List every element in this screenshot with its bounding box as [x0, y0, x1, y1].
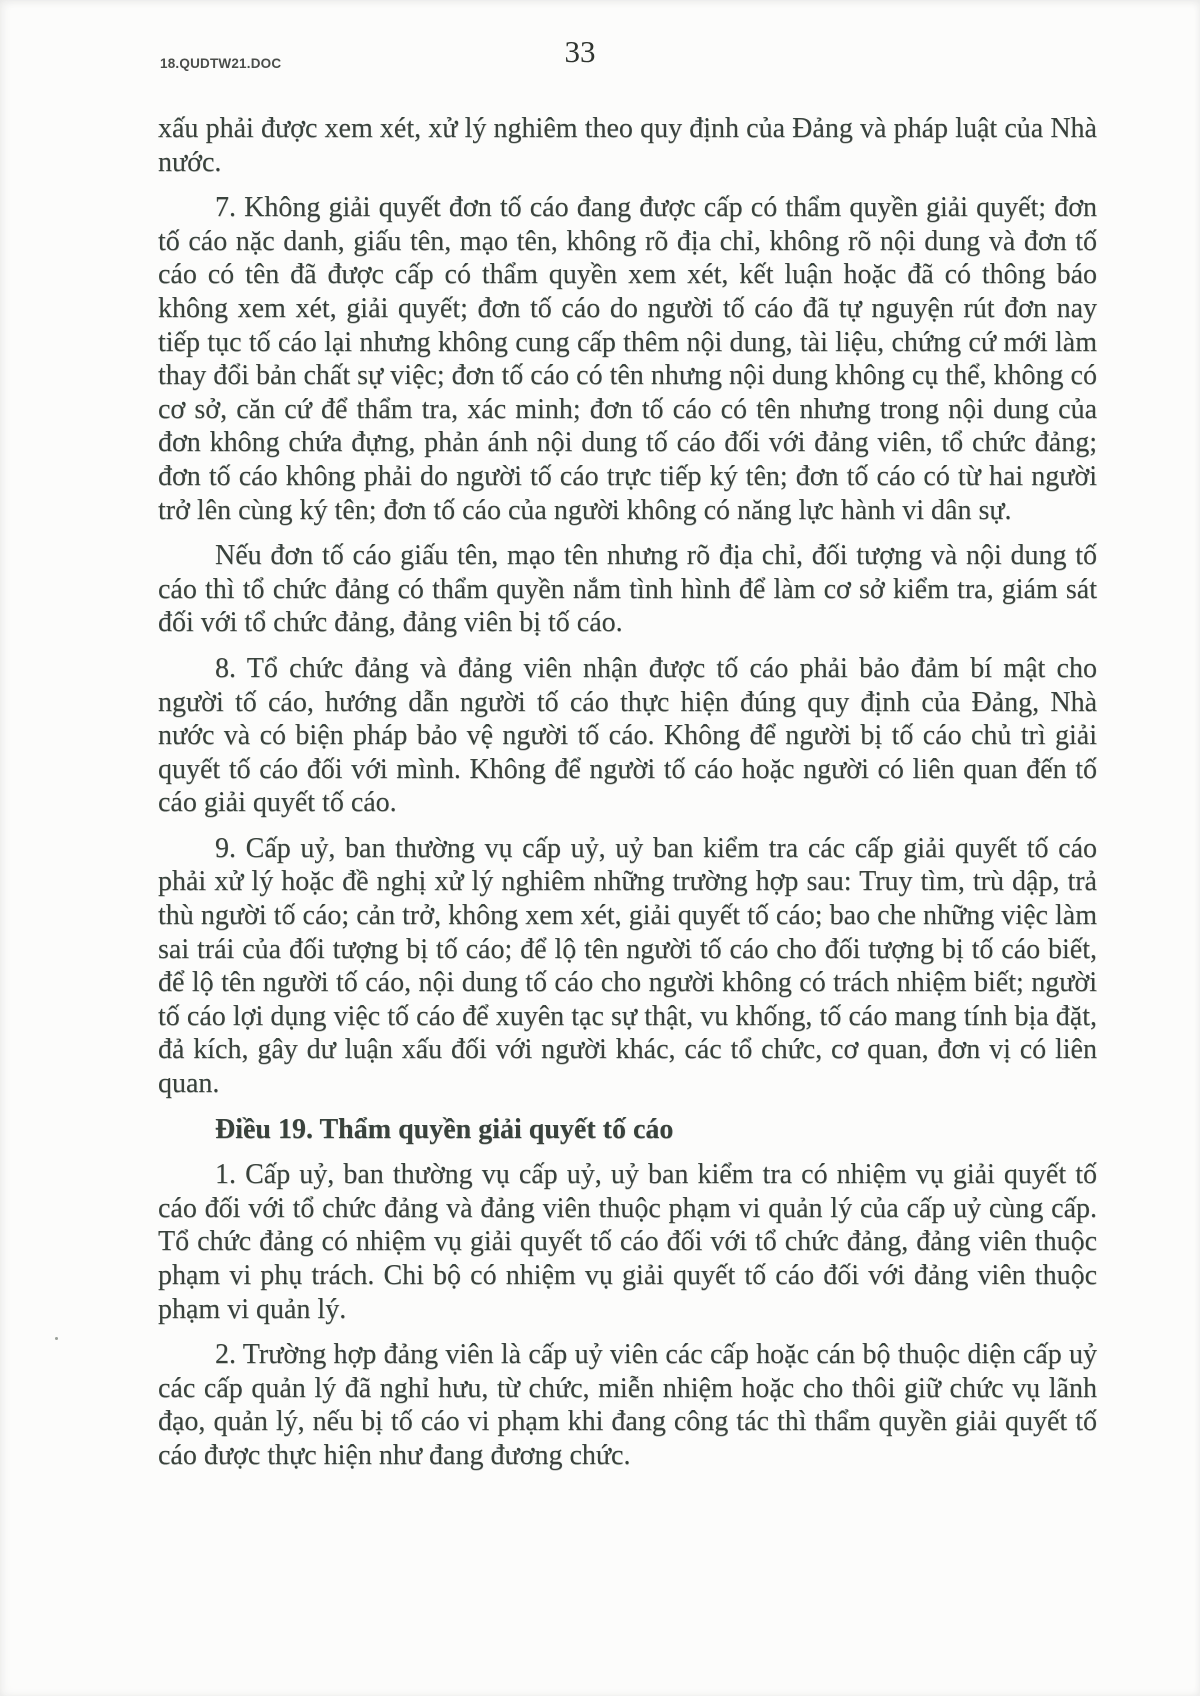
paragraph: xấu phải được xem xét, xử lý nghiêm theo quy định của Đảng và pháp luật của Nhà nước.	[158, 113, 1097, 178]
paragraph: 7. Không giải quyết đơn tố cáo đang được cấp có thẩm quyền giải quyết; đơn tố cáo nặc danh, giấu tên, mạo tên, không rõ địa chỉ, không rõ nội dung và đơn tố cáo có tên đã được cấp có thẩm quyền xem xét, kết luận hoặc đã có thông báo không xem xét, giải quyết; đơn tố cáo do người tố cáo đã tự nguyện rút đơn nay tiếp tục tố cáo lại nhưng không cung cấp thêm nội dung, tài liệu, chứng cứ mới làm thay đổi bản chất sự việc; đơn tố cáo có tên nhưng nội dung không cụ thể, không có cơ sở, căn cứ để thẩm tra, xác minh; đơn tố cáo có tên nhưng trong nội dung của đơn không chứa đựng, phản ánh nội dung tố cáo đối với đảng viên, tổ chức đảng; đơn tố cáo không phải do người tố cáo trực tiếp ký tên; đơn tố cáo có từ hai người trở lên cùng ký tên; đơn tố cáo của người không có năng lực hành vi dân sự.	[158, 192, 1097, 526]
page-number: 33	[564, 34, 596, 69]
scan-speck	[55, 1337, 58, 1340]
paragraph: 8. Tổ chức đảng và đảng viên nhận được tố cáo phải bảo đảm bí mật cho người tố cáo, hướng dẫn người tố cáo thực hiện đúng quy định của Đảng, Nhà nước và có biện pháp bảo vệ người tố cáo. Không để người bị tố cáo chủ trì giải quyết tố cáo đối với mình. Không để người tố cáo hoặc người có liên quan đến tố cáo giải quyết tố cáo.	[158, 652, 1097, 819]
section-heading: Điều 19. Thẩm quyền giải quyết tố cáo	[215, 1113, 674, 1145]
paragraph: 9. Cấp uỷ, ban thường vụ cấp uỷ, uỷ ban kiểm tra các cấp giải quyết tố cáo phải xử lý hoặc đề nghị xử lý nghiêm những trường hợp sau: Truy tìm, trù dập, trả thù người tố cáo; cản trở, không xem xét, giải quyết tố cáo; bao che những việc làm sai trái của đối tượng bị tố cáo; để lộ tên người tố cáo cho đối tượng bị tố cáo biết, để lộ tên người tố cáo, nội dung tố cáo cho người không có trách nhiệm biết; người tố cáo lợi dụng việc tố cáo để xuyên tạc sự thật, vu khống, tố cáo mang tính bịa đặt, đả kích, gây dư luận xấu đối với người khác, các tổ chức, cơ quan, đơn vị có liên quan.	[158, 832, 1097, 1100]
paragraph: 2. Trường hợp đảng viên là cấp uỷ viên các cấp hoặc cán bộ thuộc diện cấp uỷ các cấp quản lý đã nghỉ hưu, từ chức, miễn nhiệm hoặc cho thôi giữ chức vụ lãnh đạo, quản lý, nếu bị tố cáo vi phạm khi đang công tác thì thẩm quyền giải quyết tố cáo được thực hiện như đang đương chức.	[158, 1339, 1097, 1471]
paragraph: 1. Cấp uỷ, ban thường vụ cấp uỷ, uỷ ban kiểm tra có nhiệm vụ giải quyết tố cáo đối với tổ chức đảng và đảng viên thuộc phạm vi quản lý của cấp uỷ cùng cấp. Tổ chức đảng có nhiệm vụ giải quyết tố cáo đối với tổ chức đảng, đảng viên thuộc phạm vi phụ trách. Chi bộ có nhiệm vụ giải quyết tố cáo đối với đảng viên thuộc phạm vi quản lý.	[158, 1159, 1097, 1325]
doc-filename: 18.QUDTW21.DOC	[160, 56, 282, 71]
paragraph: Nếu đơn tố cáo giấu tên, mạo tên nhưng rõ địa chỉ, đối tượng và nội dung tố cáo thì tổ chức đảng có thẩm quyền nắm tình hình để làm cơ sở kiểm tra, giám sát đối với tổ chức đảng, đảng viên bị tố cáo.	[158, 540, 1097, 639]
document-body	[158, 112, 1097, 1473]
